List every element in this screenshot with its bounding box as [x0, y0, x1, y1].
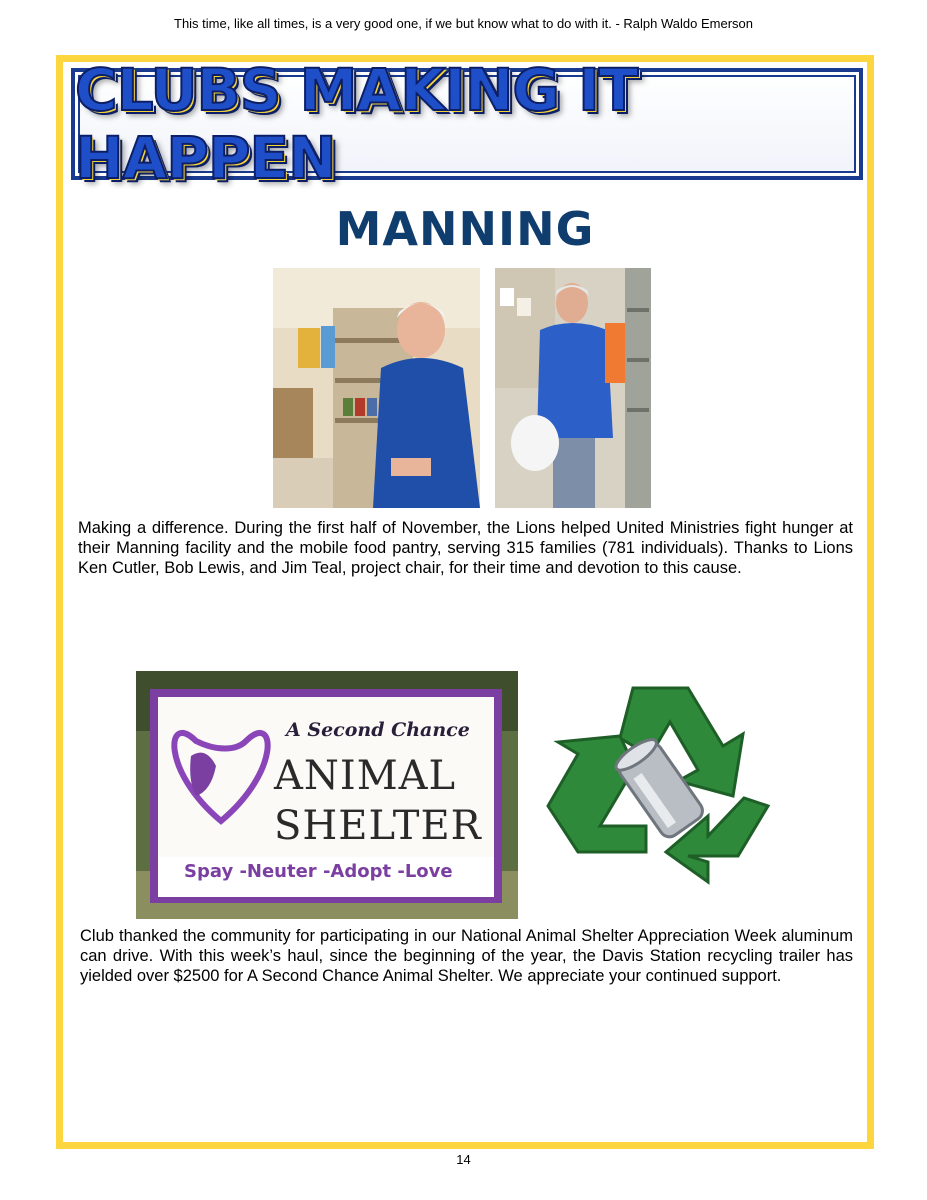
header-quote: This time, like all times, is a very good one, if we but know what to do with it. - Ralph Waldo Emerson	[174, 16, 753, 31]
title-banner	[71, 56, 863, 192]
pantry-photo-right	[495, 268, 651, 508]
animal-shelter-sign-photo	[136, 671, 518, 919]
section-heading: MANNING	[335, 202, 595, 256]
shelter-sign-line3: SHELTER	[274, 803, 482, 849]
shelter-sign-line2: ANIMAL	[274, 753, 457, 799]
banner-title: CLUBS MAKING IT HAPPEN	[75, 56, 638, 192]
manning-paragraph: Making a difference. During the first half of November, the Lions helped United Ministries fight hunger at their Manning facility and the mobile food pantry, serving 315 families (781 individuals). Thanks to Lions Ken Cutler, Bob Lewis, and Jim Teal, project chair, for their time and devotion to this cause.	[78, 519, 853, 577]
recycle-can-image	[538, 676, 778, 890]
shelter-paragraph: Club thanked the community for participating in our National Animal Shelter Appreciation Week aluminum can drive. With this week’s haul, since the beginning of the year, the Davis Station recycling trailer has yielded over $2500 for A Second Chance Animal Shelter. We appreciate your continued support.	[80, 927, 853, 985]
shelter-sign-line1: A Second Chance	[286, 719, 470, 741]
page-frame	[56, 55, 874, 1149]
pantry-photo-left	[273, 268, 480, 508]
shelter-sign-line4: Spay -Neuter -Adopt -Love	[184, 861, 453, 882]
page-number: 14	[456, 1152, 471, 1167]
